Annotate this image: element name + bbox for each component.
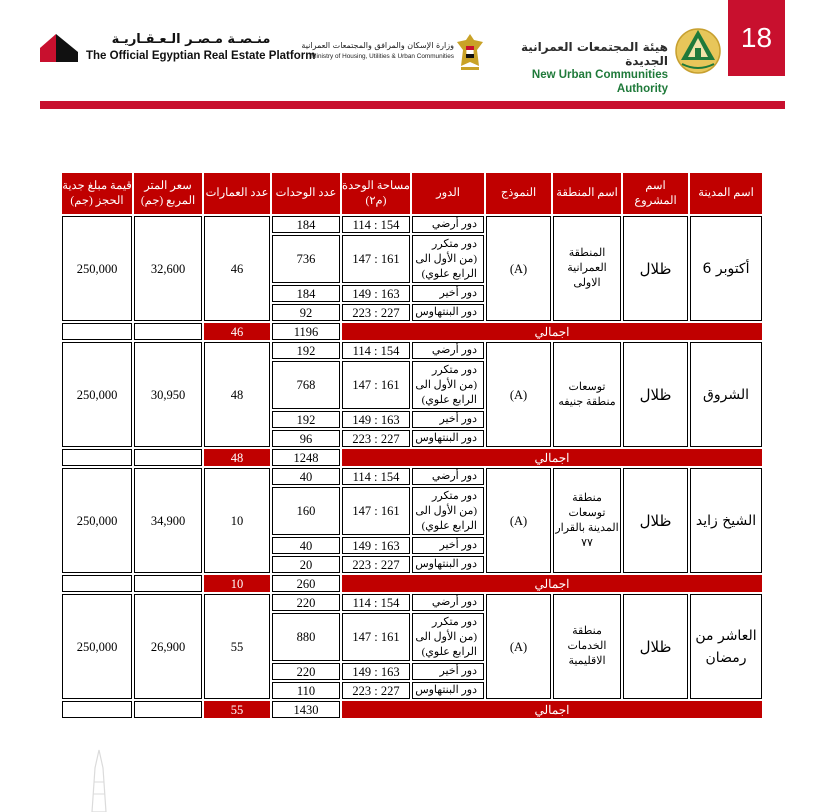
units-value-cell [271, 235, 341, 283]
ministry-name-ar: وزارة الإسكان والمرافق والمجتمعات العمرانية [301, 41, 454, 50]
nuca-name-ar: هيئة المجتمعات العمرانية الجديدة [520, 40, 668, 68]
unit-area-value: 223 : 227 [342, 682, 410, 699]
zone-name-cell [552, 468, 622, 573]
floor-label: دور أخير [412, 411, 484, 428]
project-name: ظلال [623, 468, 688, 573]
total-buildings-value-cell [203, 575, 271, 592]
units-value-cell [271, 342, 341, 359]
unit-area-value-cell [341, 361, 411, 409]
header-divider [40, 101, 785, 109]
total-empty-cell [61, 323, 133, 340]
unit-area-value: 149 : 163 [342, 411, 410, 428]
unit-area-value-cell [341, 216, 411, 233]
egypt-eagle-emblem-icon [455, 30, 485, 74]
floor-label-cell [411, 613, 485, 661]
units-value: 220 [272, 663, 340, 680]
unit-area-value: 149 : 163 [342, 663, 410, 680]
price-per-meter-value-cell [133, 594, 203, 699]
floor-label: دور أخير [412, 537, 484, 554]
floor-label-cell [411, 285, 485, 302]
floor-label-cell [411, 682, 485, 699]
total-row [61, 449, 763, 466]
floor-label: دور أرضي [412, 216, 484, 233]
floor-label-cell [411, 487, 485, 535]
units-value-cell [271, 556, 341, 573]
platform-logo-icon [40, 28, 78, 62]
units-value-cell [271, 430, 341, 447]
total-empty-cell [61, 449, 133, 466]
platform-name-ar: منـصـة مـصـر الـعـقـاريـة [111, 32, 271, 47]
total-row [61, 701, 763, 718]
deposit-value-cell [61, 342, 133, 447]
units-value: 40 [272, 468, 340, 485]
total-units-value: 1248 [272, 449, 340, 466]
floor-label: دور متكرر (من الأول الى الرابع علوي) [412, 361, 484, 409]
price-per-meter-value-cell [133, 342, 203, 447]
model-value-cell [485, 594, 552, 699]
floor-label: دور أخير [412, 663, 484, 680]
ministry-name-en: Ministry of Housing, Utilities & Urban Communities [311, 53, 454, 60]
floor-label: دور متكرر (من الأول الى الرابع علوي) [412, 235, 484, 283]
city-name-cell [689, 216, 763, 321]
project-name: ظلال [623, 594, 688, 699]
floor-label-cell [411, 594, 485, 611]
nuca-name [502, 40, 668, 96]
units-value: 220 [272, 594, 340, 611]
city-name: الشيخ زايد [690, 468, 762, 573]
units-value-cell [271, 411, 341, 428]
unit-area-value-cell [341, 468, 411, 485]
units-value-cell [271, 468, 341, 485]
total-empty [134, 701, 202, 718]
floor-label-cell [411, 361, 485, 409]
unit-area-value: 147 : 161 [342, 613, 410, 661]
floor-label: دور البنتهاوس [412, 304, 484, 321]
column-header-price-per-meter: سعر المتر المربع (جم) [133, 173, 203, 214]
floor-label: دور أرضي [412, 342, 484, 359]
column-header-unit-area: مساحة الوحدة (م٢) [341, 173, 411, 214]
buildings-value-cell [203, 594, 271, 699]
units-value: 192 [272, 411, 340, 428]
unit-area-value: 149 : 163 [342, 285, 410, 302]
page-number-badge [728, 0, 785, 76]
units-value: 880 [272, 613, 340, 661]
total-empty [62, 449, 132, 466]
model-value: (A) [486, 594, 551, 699]
total-row [61, 575, 763, 592]
unit-area-value-cell [341, 430, 411, 447]
units-value-cell [271, 663, 341, 680]
units-value: 92 [272, 304, 340, 321]
model-value-cell [485, 342, 552, 447]
deposit-value-cell [61, 468, 133, 573]
floor-label-cell [411, 468, 485, 485]
price-per-meter-value: 34,900 [134, 468, 202, 573]
buildings-value-cell [203, 216, 271, 321]
total-empty-cell [133, 323, 203, 340]
model-value-cell [485, 216, 552, 321]
buildings-value: 46 [204, 216, 270, 321]
total-empty [134, 323, 202, 340]
unit-area-value: 114 : 154 [342, 468, 410, 485]
model-value: (A) [486, 468, 551, 573]
total-units-value-cell [271, 575, 341, 592]
total-empty-cell [61, 701, 133, 718]
table-row [61, 468, 763, 485]
units-value: 110 [272, 682, 340, 699]
price-per-meter-value: 30,950 [134, 342, 202, 447]
floor-label-cell [411, 342, 485, 359]
unit-area-value-cell [341, 537, 411, 554]
column-header-floor: الدور [411, 173, 485, 214]
total-label: اجمالي [342, 701, 762, 718]
column-header-city: اسم المدينة [689, 173, 763, 214]
units-value: 184 [272, 216, 340, 233]
floor-label-cell [411, 235, 485, 283]
unit-area-value: 223 : 227 [342, 556, 410, 573]
total-buildings-value: 48 [204, 449, 270, 466]
model-value: (A) [486, 342, 551, 447]
total-label: اجمالي [342, 323, 762, 340]
units-value: 96 [272, 430, 340, 447]
unit-area-value-cell [341, 304, 411, 321]
floor-label-cell [411, 556, 485, 573]
total-empty [134, 449, 202, 466]
floor-label-cell [411, 537, 485, 554]
model-value: (A) [486, 216, 551, 321]
deposit-value: 250,000 [62, 468, 132, 573]
unit-area-value: 114 : 154 [342, 594, 410, 611]
nuca-name-en: New Urban Communities Authority [531, 69, 668, 95]
column-header-project: اسم المشروع [622, 173, 689, 214]
city-name-cell [689, 468, 763, 573]
column-header-buildings: عدد العمارات [203, 173, 271, 214]
deposit-value: 250,000 [62, 216, 132, 321]
unit-area-value-cell [341, 487, 411, 535]
total-buildings-value: 55 [204, 701, 270, 718]
floor-label-cell [411, 411, 485, 428]
price-per-meter-value: 26,900 [134, 594, 202, 699]
total-empty-cell [61, 575, 133, 592]
nuca-logo-icon [673, 24, 723, 74]
unit-area-value: 149 : 163 [342, 537, 410, 554]
deposit-value: 250,000 [62, 342, 132, 447]
floor-label: دور البنتهاوس [412, 430, 484, 447]
units-value-cell [271, 682, 341, 699]
total-buildings-value: 46 [204, 323, 270, 340]
floor-label: دور أرضي [412, 594, 484, 611]
unit-area-value: 114 : 154 [342, 216, 410, 233]
page-number: 18 [740, 22, 773, 53]
units-value: 736 [272, 235, 340, 283]
units-value: 184 [272, 285, 340, 302]
table-row [61, 342, 763, 359]
unit-area-value-cell [341, 556, 411, 573]
project-name-cell [622, 468, 689, 573]
unit-area-value-cell [341, 285, 411, 302]
units-value: 40 [272, 537, 340, 554]
zone-name-cell [552, 216, 622, 321]
total-units-value-cell [271, 701, 341, 718]
total-units-value: 1196 [272, 323, 340, 340]
unit-area-value-cell [341, 342, 411, 359]
city-name: العاشر من رمضان [690, 594, 762, 699]
floor-label-cell [411, 663, 485, 680]
floor-label: دور أخير [412, 285, 484, 302]
unit-area-value: 147 : 161 [342, 487, 410, 535]
buildings-value: 10 [204, 468, 270, 573]
total-empty [134, 575, 202, 592]
total-label-cell [341, 323, 763, 340]
project-name-cell [622, 216, 689, 321]
unit-area-value-cell [341, 411, 411, 428]
floor-label: دور متكرر (من الأول الى الرابع علوي) [412, 613, 484, 661]
project-name: ظلال [623, 216, 688, 321]
floor-label: دور البنتهاوس [412, 556, 484, 573]
unit-area-value-cell [341, 663, 411, 680]
total-units-value: 260 [272, 575, 340, 592]
unit-area-value: 147 : 161 [342, 235, 410, 283]
zone-name-cell [552, 342, 622, 447]
total-empty-cell [133, 575, 203, 592]
total-units-value-cell [271, 323, 341, 340]
table-row [61, 594, 763, 611]
units-value-cell [271, 304, 341, 321]
price-per-meter-value-cell [133, 216, 203, 321]
deposit-value-cell [61, 594, 133, 699]
zone-name: منطقة الخدمات الاقليمية [553, 594, 621, 699]
units-value: 192 [272, 342, 340, 359]
ministry-name [300, 40, 454, 62]
total-empty [62, 701, 132, 718]
tower-watermark-icon [82, 748, 116, 812]
project-name-cell [622, 342, 689, 447]
units-value: 160 [272, 487, 340, 535]
floor-label: دور متكرر (من الأول الى الرابع علوي) [412, 487, 484, 535]
units-value-cell [271, 613, 341, 661]
unit-area-value-cell [341, 682, 411, 699]
model-value-cell [485, 468, 552, 573]
table-row [61, 216, 763, 233]
unit-area-value-cell [341, 613, 411, 661]
total-label-cell [341, 575, 763, 592]
total-units-value-cell [271, 449, 341, 466]
unit-area-value-cell [341, 594, 411, 611]
unit-area-value: 147 : 161 [342, 361, 410, 409]
units-value-cell [271, 537, 341, 554]
units-value: 768 [272, 361, 340, 409]
total-empty [62, 323, 132, 340]
price-per-meter-value-cell [133, 468, 203, 573]
total-label-cell [341, 449, 763, 466]
total-empty [62, 575, 132, 592]
unit-area-value-cell [341, 235, 411, 283]
city-name: الشروق [690, 342, 762, 447]
units-value-cell [271, 594, 341, 611]
zone-name: توسعات منطقة جنيفه [553, 342, 621, 447]
total-units-value: 1430 [272, 701, 340, 718]
floor-label-cell [411, 216, 485, 233]
units-value-cell [271, 487, 341, 535]
city-name: أكتوبر 6 [690, 216, 762, 321]
total-empty-cell [133, 449, 203, 466]
unit-area-value: 223 : 227 [342, 304, 410, 321]
buildings-value: 55 [204, 594, 270, 699]
units-value-cell [271, 285, 341, 302]
deposit-value: 250,000 [62, 594, 132, 699]
units-value: 20 [272, 556, 340, 573]
city-name-cell [689, 594, 763, 699]
zone-name: منطقة توسعات المدينة بالقرار ٧٧ [553, 468, 621, 573]
buildings-value-cell [203, 342, 271, 447]
unit-area-value: 114 : 154 [342, 342, 410, 359]
table-header-row [61, 173, 763, 214]
buildings-value-cell [203, 468, 271, 573]
floor-label: دور أرضي [412, 468, 484, 485]
total-buildings-value-cell [203, 701, 271, 718]
units-value-cell [271, 361, 341, 409]
column-header-units: عدد الوحدات [271, 173, 341, 214]
total-label: اجمالي [342, 449, 762, 466]
project-name-cell [622, 594, 689, 699]
price-per-meter-value: 32,600 [134, 216, 202, 321]
unit-area-value: 223 : 227 [342, 430, 410, 447]
total-buildings-value: 10 [204, 575, 270, 592]
floor-label-cell [411, 304, 485, 321]
deposit-value-cell [61, 216, 133, 321]
column-header-zone: اسم المنطقة [552, 173, 622, 214]
units-pricing-table [61, 171, 763, 720]
buildings-value: 48 [204, 342, 270, 447]
total-buildings-value-cell [203, 449, 271, 466]
units-value-cell [271, 216, 341, 233]
total-label-cell [341, 701, 763, 718]
column-header-deposit: قيمة مبلغ جدية الحجز (جم) [61, 173, 133, 214]
zone-name-cell [552, 594, 622, 699]
zone-name: المنطقة العمرانية الاولى [553, 216, 621, 321]
total-row [61, 323, 763, 340]
total-buildings-value-cell [203, 323, 271, 340]
column-header-model: النموذج [485, 173, 552, 214]
floor-label-cell [411, 430, 485, 447]
project-name: ظلال [623, 342, 688, 447]
floor-label: دور البنتهاوس [412, 682, 484, 699]
total-label: اجمالي [342, 575, 762, 592]
city-name-cell [689, 342, 763, 447]
total-empty-cell [133, 701, 203, 718]
platform-name-en: The Official Egyptian Real Estate Platform [86, 50, 316, 62]
